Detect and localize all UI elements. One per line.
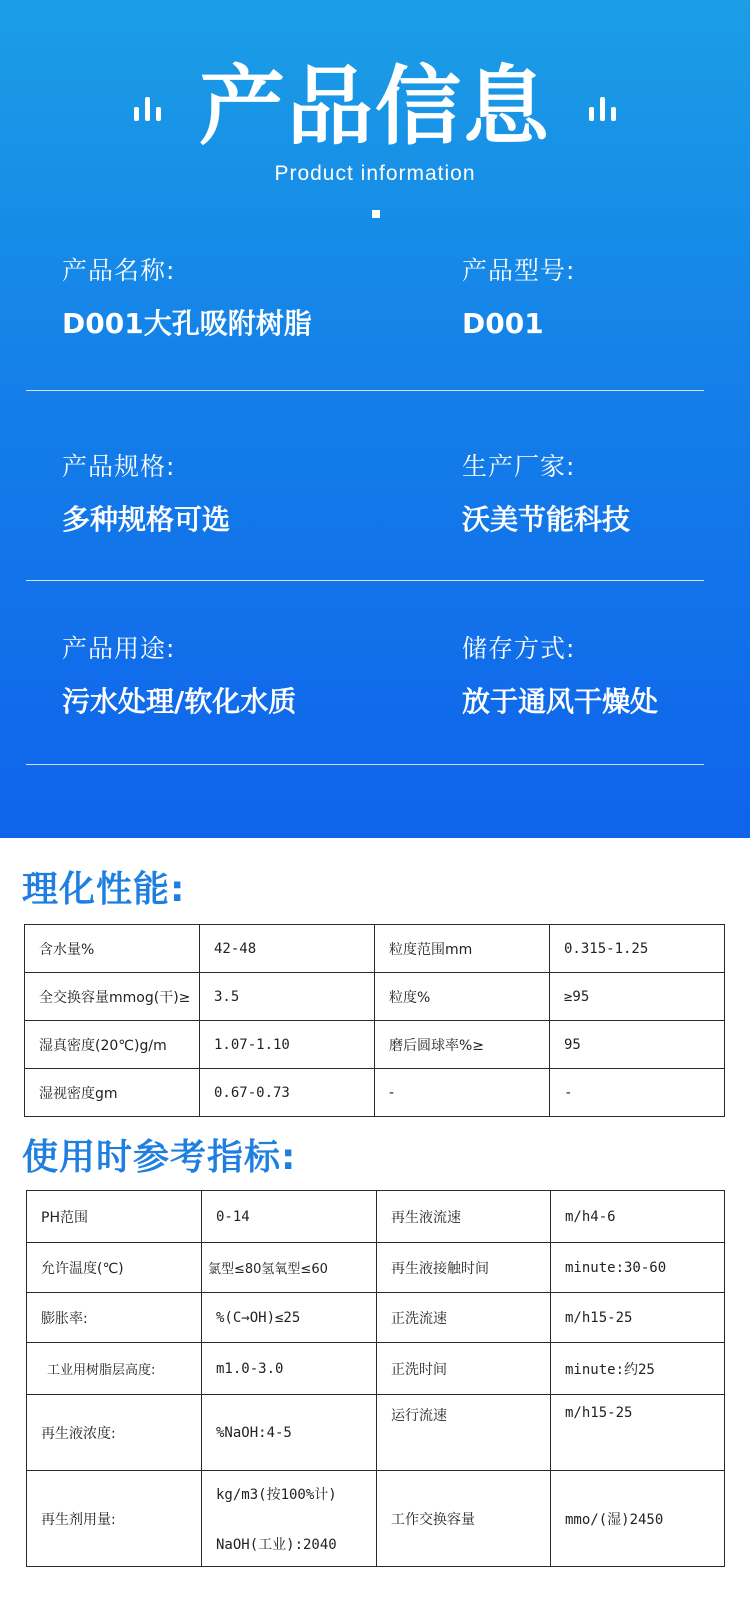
- table-cell: 正洗时间: [377, 1343, 551, 1395]
- table-cell: -: [550, 1069, 725, 1117]
- divider: [26, 390, 704, 391]
- table-cell-line: NaOH(工业):2040: [216, 1536, 337, 1553]
- table-cell: 工作交换容量: [377, 1471, 551, 1567]
- divider: [26, 764, 704, 765]
- info-label: 生产厂家:: [462, 452, 576, 481]
- table-cell: [202, 1471, 377, 1567]
- table-row: [27, 1243, 725, 1293]
- divider: [26, 580, 704, 581]
- table-cell: 膨胀率:: [27, 1293, 202, 1343]
- table-cell: 3.5: [200, 973, 375, 1021]
- table-cell: 含水量%: [25, 925, 200, 973]
- table-cell: 1.07-1.10: [200, 1021, 375, 1069]
- info-item-spec: [62, 454, 230, 534]
- table-cell: m/h15-25: [551, 1395, 725, 1471]
- table-cell: %NaOH:4-5: [202, 1395, 377, 1471]
- table-cell: minute:约25: [551, 1343, 725, 1395]
- info-item-storage: [462, 636, 658, 716]
- decoration-dot-icon: [372, 210, 380, 218]
- table-cell: 粒度范围mm: [375, 925, 550, 973]
- table-cell: 95: [550, 1021, 725, 1069]
- table-cell: 再生液接触时间: [377, 1243, 551, 1293]
- info-item-usage: [62, 636, 296, 716]
- banner-title-row: [0, 52, 750, 162]
- table-row: [27, 1191, 725, 1243]
- usage-title: 使用时参考指标:: [22, 1137, 297, 1178]
- physchem-table: [24, 924, 725, 1117]
- table-cell: 氯型≤80氢氧型≤60: [202, 1243, 377, 1293]
- table-cell: ≥95: [550, 973, 725, 1021]
- table-cell: m/h15-25: [551, 1293, 725, 1343]
- table-cell: m1.0-3.0: [202, 1343, 377, 1395]
- table-cell: 湿视密度gm: [25, 1069, 200, 1117]
- info-label: 储存方式:: [462, 634, 576, 663]
- table-cell: 再生液流速: [377, 1191, 551, 1243]
- table-row: [27, 1471, 725, 1567]
- table-row: [25, 925, 725, 973]
- table-cell: PH范围: [27, 1191, 202, 1243]
- info-value: 多种规格可选: [62, 503, 231, 536]
- banner-subtitle: Product information: [274, 162, 476, 185]
- table-cell: 粒度%: [375, 973, 550, 1021]
- table-cell: 工业用树脂层高度:: [27, 1343, 202, 1395]
- table-cell: mmo/(湿)2450: [551, 1471, 725, 1567]
- info-item-name: [62, 258, 312, 338]
- info-label: 产品型号:: [462, 256, 576, 285]
- info-item-model: [462, 258, 575, 338]
- table-row: [25, 1069, 725, 1117]
- info-label: 产品用途:: [62, 634, 176, 663]
- banner-title: 产品信息: [199, 57, 551, 157]
- info-label: 产品名称:: [62, 256, 176, 285]
- decoration-left-icon: [134, 93, 161, 121]
- physchem-title: 理化性能:: [22, 869, 186, 910]
- table-cell: 运行流速: [377, 1395, 551, 1471]
- info-label: 产品规格:: [62, 452, 176, 481]
- table-row: [25, 1021, 725, 1069]
- table-cell: 再生液浓度:: [27, 1395, 202, 1471]
- table-cell: 湿真密度(20℃)g/m: [25, 1021, 200, 1069]
- table-row: [27, 1343, 725, 1395]
- info-value: D001大孔吸附树脂: [62, 307, 312, 340]
- usage-table: [26, 1190, 725, 1567]
- decoration-right-icon: [589, 93, 616, 121]
- table-cell-line: kg/m3(按100%计): [216, 1486, 337, 1503]
- table-row: [25, 973, 725, 1021]
- info-item-manufacturer: [462, 454, 630, 534]
- table-cell: 磨后圆球率%≥: [375, 1021, 550, 1069]
- table-cell: 全交换容量mmog(干)≥: [25, 973, 200, 1021]
- info-value: 污水处理/软化水质: [62, 685, 297, 718]
- table-cell: minute:30-60: [551, 1243, 725, 1293]
- table-cell: m/h4-6: [551, 1191, 725, 1243]
- info-value: 放于通风干燥处: [462, 685, 659, 718]
- table-cell: %(C→OH)≤25: [202, 1293, 377, 1343]
- table-cell: 再生剂用量:: [27, 1471, 202, 1567]
- table-cell: 0.67-0.73: [200, 1069, 375, 1117]
- info-value: 沃美节能科技: [462, 503, 631, 536]
- table-cell: 允许温度(℃): [27, 1243, 202, 1293]
- table-cell: 42-48: [200, 925, 375, 973]
- table-cell: 0.315-1.25: [550, 925, 725, 973]
- table-cell: -: [375, 1069, 550, 1117]
- table-cell: 0-14: [202, 1191, 377, 1243]
- table-cell: 正洗流速: [377, 1293, 551, 1343]
- table-row: [27, 1395, 725, 1471]
- table-row: [27, 1293, 725, 1343]
- info-value: D001: [462, 307, 544, 340]
